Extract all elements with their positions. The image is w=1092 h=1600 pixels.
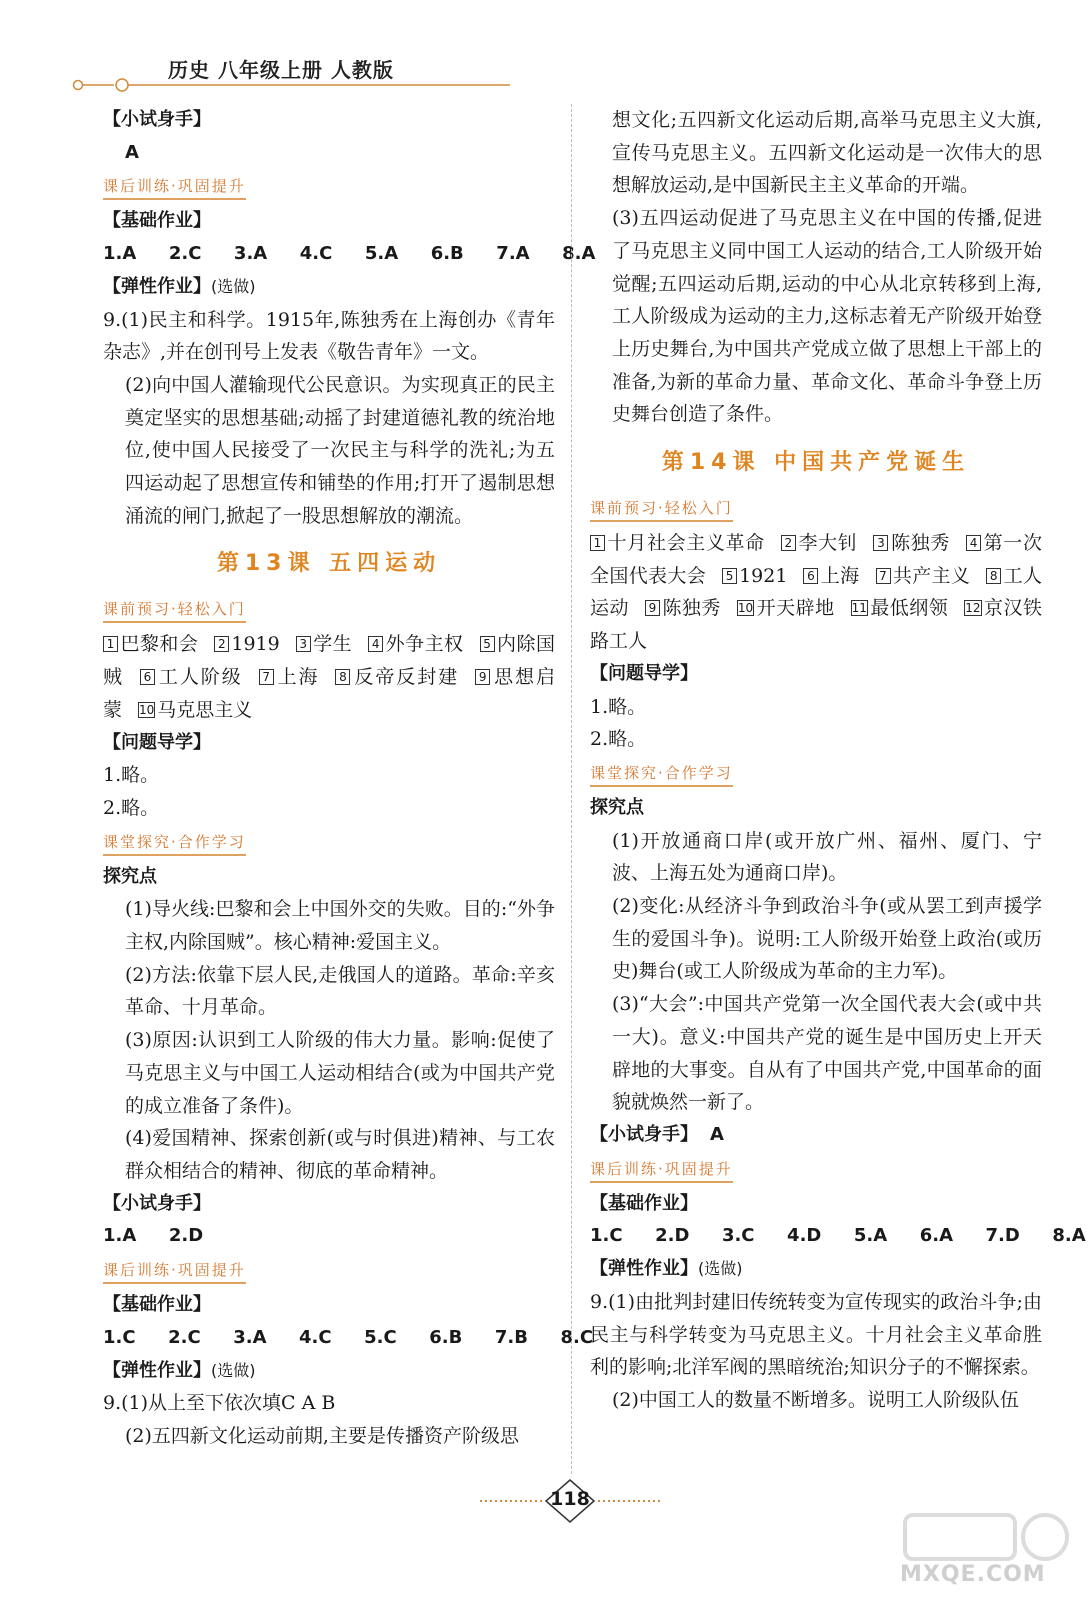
section-header: 课堂探究·合作学习 bbox=[590, 761, 733, 787]
subsection-heading bbox=[103, 727, 555, 760]
answer-line: 1.略。 bbox=[590, 695, 647, 718]
optional-note: (选做) bbox=[698, 1259, 743, 1279]
blank-answer-text: 1919 bbox=[231, 633, 280, 656]
answer-paragraph: (3)“大会”:中国共产党第一次全国代表大会(或中共一大)。意义:中国共产党的诞生是中国历史上开天辟地的大事变。自从有了中国共产党,中国革命的面貌就焕然一新了。 bbox=[612, 993, 1042, 1114]
blank-answer-item bbox=[103, 633, 198, 655]
section-header: 课前预习·轻松入门 bbox=[590, 496, 733, 522]
answer-paragraph: (4)爱国精神、探索创新(或与时俱进)精神、与工农群众相结合的精神、彻底的革命精神。 bbox=[125, 1127, 555, 1182]
answer-line: 2.略。 bbox=[590, 728, 647, 751]
subsection-heading bbox=[103, 104, 555, 137]
subsection-label: 【基础作业】 bbox=[590, 1192, 698, 1214]
blank-answer-item bbox=[590, 532, 765, 554]
section-header: 课后训练·巩固提升 bbox=[590, 1157, 733, 1183]
blank-answer-item bbox=[140, 666, 243, 688]
answer-paragraph: (1)开放通商口岸(或开放广州、福州、厦门、宁波、上海五处为通商口岸)。 bbox=[612, 829, 1042, 885]
header-title: 历史 八年级上册 人教版 bbox=[168, 58, 394, 82]
inline-answer: A bbox=[710, 1123, 724, 1145]
section-header-row bbox=[103, 825, 555, 861]
blank-answer-text: 学生 bbox=[312, 633, 353, 656]
inquiry-heading: 探究点 bbox=[103, 865, 157, 887]
blank-answer-item bbox=[876, 565, 971, 587]
left-column bbox=[103, 104, 596, 1453]
answer-line: 1.A 2.C 3.A 4.C 5.A 6.B 7.A 8.A bbox=[103, 243, 596, 265]
subsection-label: 【基础作业】 bbox=[103, 1294, 211, 1316]
blank-number-box: 6 bbox=[140, 669, 155, 685]
blank-answer-text: 马克思主义 bbox=[157, 698, 253, 721]
blank-number-box: 2 bbox=[214, 636, 229, 652]
section-header-row bbox=[590, 756, 1042, 792]
answer-paragraph: (2)方法:依靠下层人民,走俄国人的道路。革命:辛亥革命、十月革命。 bbox=[125, 963, 555, 1019]
subsection-label: 【小试身手】 bbox=[103, 109, 211, 130]
blank-answer-item bbox=[851, 597, 949, 619]
watermark-text: MXQE.COM bbox=[900, 1562, 1046, 1587]
blank-number-box: 2 bbox=[781, 535, 796, 551]
section-header-row bbox=[590, 491, 1042, 527]
subsection-heading bbox=[103, 1355, 555, 1388]
inquiry-heading: 探究点 bbox=[590, 796, 644, 818]
answer-paragraph: (3)原因:认识到工人阶级的伟大力量。影响:促使了马克思主义与中国工人运动相结合(或为中国共产党的成立准备了条件)。 bbox=[125, 1029, 555, 1117]
blank-number-box: 5 bbox=[480, 636, 495, 652]
blank-answer-item bbox=[138, 699, 252, 721]
blank-answer-text: 外争主权 bbox=[385, 633, 464, 656]
blank-number-box: 4 bbox=[368, 636, 383, 652]
column-divider bbox=[571, 104, 572, 1474]
blank-answer-text: 十月社会主义革命 bbox=[607, 532, 765, 555]
subsection-label: 【弹性作业】 bbox=[103, 275, 211, 297]
blank-number-box: 5 bbox=[722, 568, 737, 584]
subsection-label: 【问题导学】 bbox=[103, 731, 211, 753]
answer-paragraph: (2)变化:从经济斗争到政治斗争(或从罢工到声援学生的爱国斗争)。说明:工人阶级开始登上政治(或历史)舞台(或工人阶级成为革命的主力军)。 bbox=[612, 895, 1042, 983]
subsection-label: 【问题导学】 bbox=[590, 662, 698, 684]
blank-answer-text: 上海 bbox=[820, 564, 860, 587]
blank-answer-text: 最低纲领 bbox=[869, 597, 949, 620]
blank-answer-text: 京汉铁路工人 bbox=[590, 597, 1042, 653]
page-header bbox=[70, 52, 510, 97]
subsection-label: 【小试身手】 bbox=[590, 1123, 698, 1145]
blank-number-box: 1 bbox=[590, 535, 605, 551]
blank-answer-item bbox=[368, 633, 463, 655]
blank-answer-text: 内除国贼 bbox=[103, 633, 555, 689]
blank-number-box: 7 bbox=[876, 568, 891, 584]
answer-line: 2.略。 bbox=[103, 796, 160, 819]
subsection-label: 【弹性作业】 bbox=[590, 1258, 698, 1280]
blank-answer-text: 陈独秀 bbox=[661, 597, 721, 620]
blank-answer-text: 陈独秀 bbox=[890, 532, 951, 555]
blank-answer-item bbox=[645, 597, 721, 619]
blank-answer-item bbox=[781, 532, 858, 554]
page-number bbox=[470, 1478, 670, 1524]
subsection-heading bbox=[590, 1188, 1042, 1221]
subsection-label: 【基础作业】 bbox=[103, 210, 211, 232]
section-header-row bbox=[103, 169, 555, 205]
blank-answer-item bbox=[335, 666, 459, 688]
blank-answer-text: 开天辟地 bbox=[756, 597, 835, 620]
blank-answer-text: 思想启蒙 bbox=[103, 666, 555, 721]
answer-paragraph: (2)五四新文化运动前期,主要是传播资产阶级思 bbox=[125, 1424, 519, 1447]
blank-answer-text: 第一次全国代表大会 bbox=[590, 532, 1042, 587]
optional-note: (选做) bbox=[211, 1360, 256, 1380]
optional-note: (选做) bbox=[211, 276, 256, 296]
blank-number-box: 8 bbox=[335, 669, 350, 685]
blank-answer-item bbox=[737, 597, 835, 619]
blank-answer-item bbox=[722, 565, 787, 587]
answer-paragraph: 9.(1)由批判封建旧传统转变为宣传现实的政治斗争;由民主与科学转变为马克思主义。十月社会主义革命胜利的影响;北洋军阀的黑暗统治;知识分子的不懈探索。 bbox=[590, 1290, 1042, 1379]
blank-answer-item bbox=[803, 565, 859, 587]
answer-line: 1.C 2.C 3.A 4.C 5.C 6.B 7.B 8.C bbox=[103, 1326, 594, 1348]
subsection-heading bbox=[590, 1119, 1042, 1152]
watermark bbox=[900, 1510, 1080, 1590]
answer-paragraph: (2)向中国人灌输现代公民意识。为实现真正的民主奠定坚实的思想基础;动摇了封建道德礼教的统治地位,使中国人民接受了一次民主与科学的洗礼;为五四运动起了思想宣传和铺垫的作用;打开了遏制思想涌流的闸门,掀起了一股思想解放的潮流。 bbox=[125, 373, 555, 527]
subsection-heading bbox=[590, 1253, 1042, 1286]
fill-blank-answers bbox=[590, 527, 1042, 658]
section-header: 课前预习·轻松入门 bbox=[103, 597, 246, 623]
answer-line: A bbox=[125, 141, 139, 163]
answer-paragraph: (3)五四运动促进了马克思主义在中国的传播,促进了马克思主义同中国工人运动的结合,工人阶级开始觉醒;五四运动后期,运动的中心从北京转移到上海,工人阶级成为运动的主力,这标志着无产阶级开始登上历史舞台,为中国共产党成立做了思想上干部上的准备,为新的革命力量、革命文化、革命斗争登上历史舞台创造了条件。 bbox=[612, 207, 1042, 426]
subsection-heading bbox=[103, 1188, 555, 1221]
blank-answer-item bbox=[296, 633, 352, 655]
blank-answer-text: 工人阶级 bbox=[156, 666, 243, 689]
blank-number-box: 3 bbox=[296, 636, 311, 652]
blank-number-box: 9 bbox=[475, 669, 490, 685]
blank-answer-text: 李大钊 bbox=[797, 532, 858, 555]
blank-number-box: 12 bbox=[965, 601, 981, 616]
subsection-heading bbox=[103, 271, 555, 304]
answer-paragraph: 9.(1)民主和科学。1915年,陈独秀在上海创办《青年杂志》,并在创刊号上发表《敬告青年》一文。 bbox=[103, 308, 555, 364]
page-number-text: 118 bbox=[550, 1488, 590, 1510]
blank-answer-text: 反帝反封建 bbox=[352, 666, 460, 689]
blank-number-box: 10 bbox=[139, 702, 155, 717]
section-header-row bbox=[590, 1152, 1042, 1188]
right-column bbox=[590, 104, 1086, 1417]
section-header-row bbox=[103, 1253, 555, 1289]
blank-answer-item bbox=[214, 633, 279, 655]
blank-number-box: 4 bbox=[966, 535, 981, 551]
blank-number-box: 11 bbox=[851, 601, 867, 616]
section-header: 课后训练·巩固提升 bbox=[103, 1258, 246, 1284]
watermark-logo bbox=[900, 1510, 1080, 1565]
lesson-title: 第13课 五四运动 bbox=[216, 551, 442, 577]
blank-number-box: 7 bbox=[259, 669, 274, 685]
blank-answer-text: 上海 bbox=[275, 666, 320, 689]
blank-number-box: 3 bbox=[873, 535, 888, 551]
subsection-heading bbox=[103, 205, 555, 238]
answer-paragraph: (1)导火线:巴黎和会上中国外交的失败。目的:“外争主权,内除国贼”。核心精神:爱国主义。 bbox=[125, 898, 555, 954]
lesson-title: 第14课 中国共产党诞生 bbox=[661, 450, 971, 476]
blank-answer-text: 1921 bbox=[739, 564, 788, 587]
answer-line: 1.C 2.D 3.C 4.D 5.A 6.A 7.D 8.A bbox=[590, 1225, 1086, 1247]
blank-number-box: 8 bbox=[986, 568, 1001, 584]
blank-number-box: 9 bbox=[645, 600, 660, 616]
blank-answer-item bbox=[259, 666, 320, 688]
header-ornament bbox=[70, 78, 510, 92]
subsection-heading bbox=[103, 1289, 555, 1322]
section-header: 课后训练·巩固提升 bbox=[103, 174, 246, 200]
blank-number-box: 1 bbox=[103, 636, 118, 652]
answer-paragraph: (2)中国工人的数量不断增多。说明工人阶级队伍 bbox=[612, 1388, 1019, 1411]
answer-line: 1.A 2.D bbox=[103, 1225, 204, 1247]
section-header: 课堂探究·合作学习 bbox=[103, 830, 246, 856]
blank-answer-text: 工人运动 bbox=[590, 564, 1042, 620]
subsection-label: 【弹性作业】 bbox=[103, 1359, 211, 1381]
subsection-heading bbox=[590, 658, 1042, 691]
answer-paragraph: 想文化;五四新文化运动后期,高举马克思主义大旗,宣传马克思主义。五四新文化运动是一次伟大的思想解放运动,是中国新民主主义革命的开端。 bbox=[612, 109, 1042, 197]
answer-line: 9.(1)从上至下依次填C A B bbox=[103, 1392, 336, 1415]
section-header-row bbox=[103, 592, 555, 628]
blank-number-box: 6 bbox=[803, 568, 818, 584]
blank-answer-text: 巴黎和会 bbox=[120, 633, 199, 656]
subsection-label: 【小试身手】 bbox=[103, 1192, 211, 1214]
fill-blank-answers bbox=[103, 628, 555, 726]
blank-answer-item bbox=[873, 532, 950, 554]
blank-number-box: 10 bbox=[737, 601, 754, 616]
answer-line: 1.略。 bbox=[103, 764, 160, 787]
blank-answer-text: 共产主义 bbox=[892, 564, 971, 587]
